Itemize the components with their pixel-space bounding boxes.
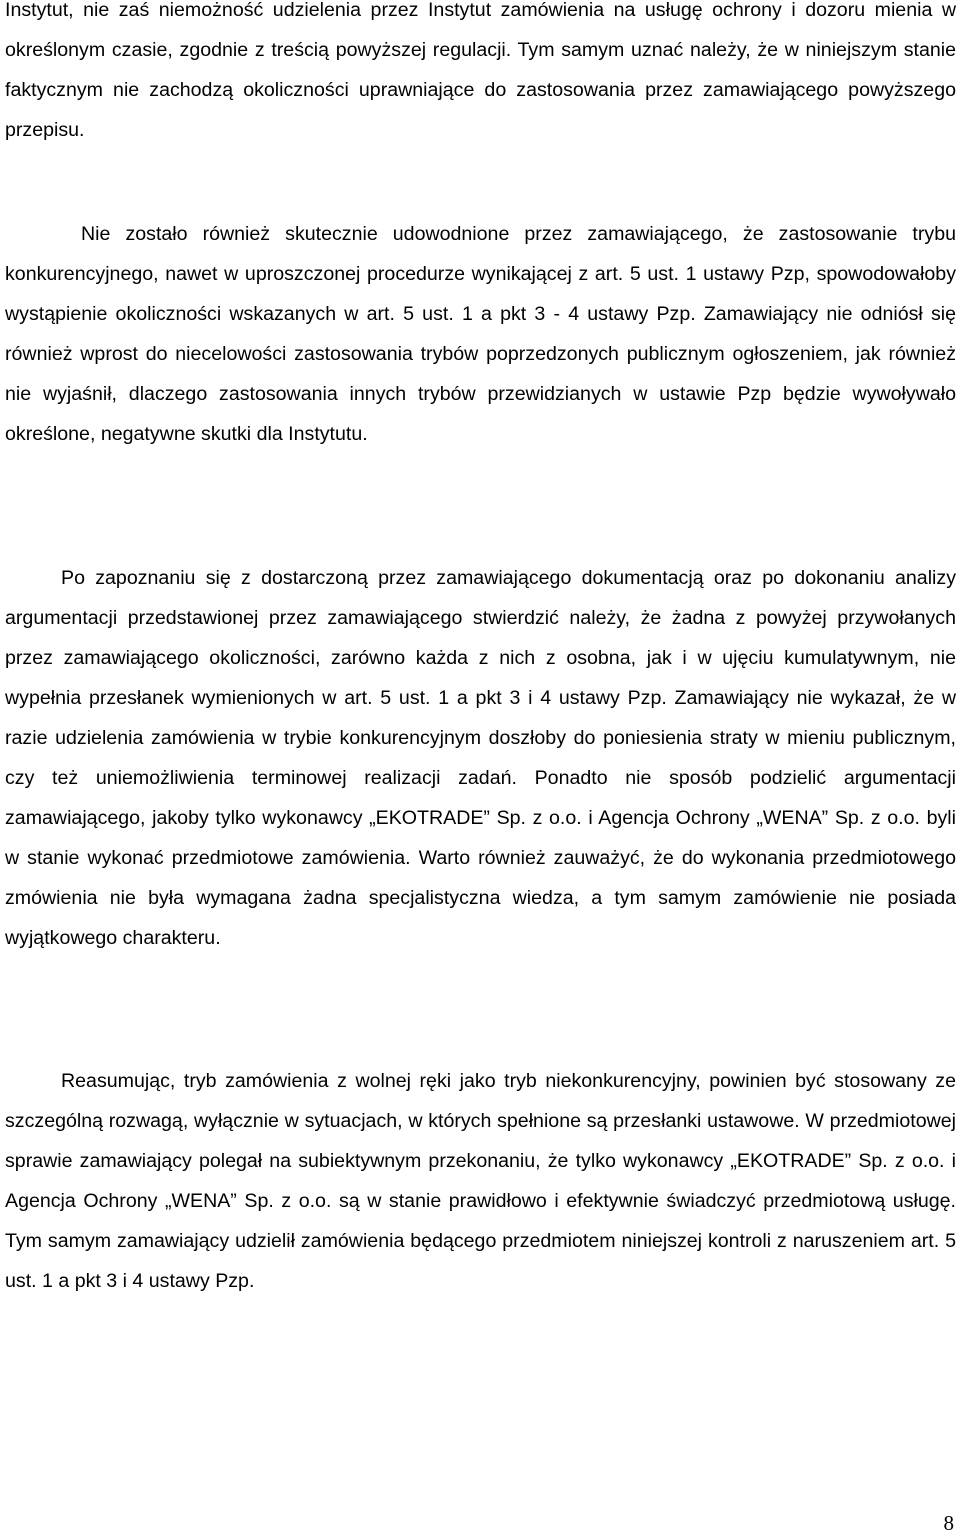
paragraph-4: Reasumując, tryb zamówienia z wolnej ręki jako tryb niekonkurencyjny, powinien być stosowany ze szczególną rozwagą, wyłącznie w sytuacjach, w których spełnione są przesłanki ustawowe. W przedmiotowej sprawie zamawiający polegał na subiektywnym przekonaniu, że tylko wykonawcy „EKOTRADE” Sp. z o.o. i Agencja Ochrony „WENA” Sp. z o.o. są w stanie prawidłowo i efektywnie świadczyć przedmiotową usługę. Tym samym zamawiający udzielił zamówienia będącego przedmiotem niniejszej kontroli z naruszeniem art. 5 ust. 1 a pkt 3 i 4 ustawy Pzp. [5,1070,956,1292]
paragraph-3: Po zapoznaniu się z dostarczoną przez zamawiającego dokumentacją oraz po dokonaniu analizy argumentacji przedstawionej przez zamawiającego stwierdzić należy, że żadna z powyżej przywołanych przez zamawiającego okoliczności, zarówno każda z nich z osobna, jak i w ujęciu kumulatywnym, nie wypełnia przesłanek wymienionych w art. 5 ust. 1 a pkt 3 i 4 ustawy Pzp. Zamawiający nie wykazał, że w razie udzielenia zamówienia w trybie konkurencyjnym doszłoby do poniesienia straty w mieniu publicznym, czy też uniemożliwienia terminowej realizacji zadań. Ponadto nie sposób podzielić argumentacji zamawiającego, jakoby tylko wykonawcy „EKOTRADE” Sp. z o.o. i Agencja Ochrony „WENA” Sp. z o.o. byli w stanie wykonać przedmiotowe zamówienia. Warto również zauważyć, że do wykonania przedmiotowego zmówienia nie była wymagana żadna specjalistyczna wiedza, a tym samym zamówienie nie posiada wyjątkowego charakteru. [5,567,956,949]
page-number: 8 [943,1511,954,1535]
paragraph-2: Nie zostało również skutecznie udowodnione przez zamawiającego, że zastosowanie trybu konkurencyjnego, nawet w uproszczonej procedurze wynikającej z art. 5 ust. 1 ustawy Pzp, spowodowałoby wystąpienie okoliczności wskazanych w art. 5 ust. 1 a pkt 3 - 4 ustawy Pzp. Zamawiający nie odniósł się również wprost do niecelowości zastosowania trybów poprzedzonych publicznym ogłoszeniem, jak również nie wyjaśnił, dlaczego zastosowania innych trybów przewidzianych w ustawie Pzp będzie wywoływało określone, negatywne skutki dla Instytutu. [5,223,956,445]
paragraph-1: Instytut, nie zaś niemożność udzielenia przez Instytut zamówienia na usługę ochrony i dozoru mienia w określonym czasie, zgodnie z treścią powyższej regulacji. Tym samym uznać należy, że w niniejszym stanie faktycznym nie zachodzą okoliczności uprawniające do zastosowania przez zamawiającego powyższego przepisu. [5,0,956,141]
